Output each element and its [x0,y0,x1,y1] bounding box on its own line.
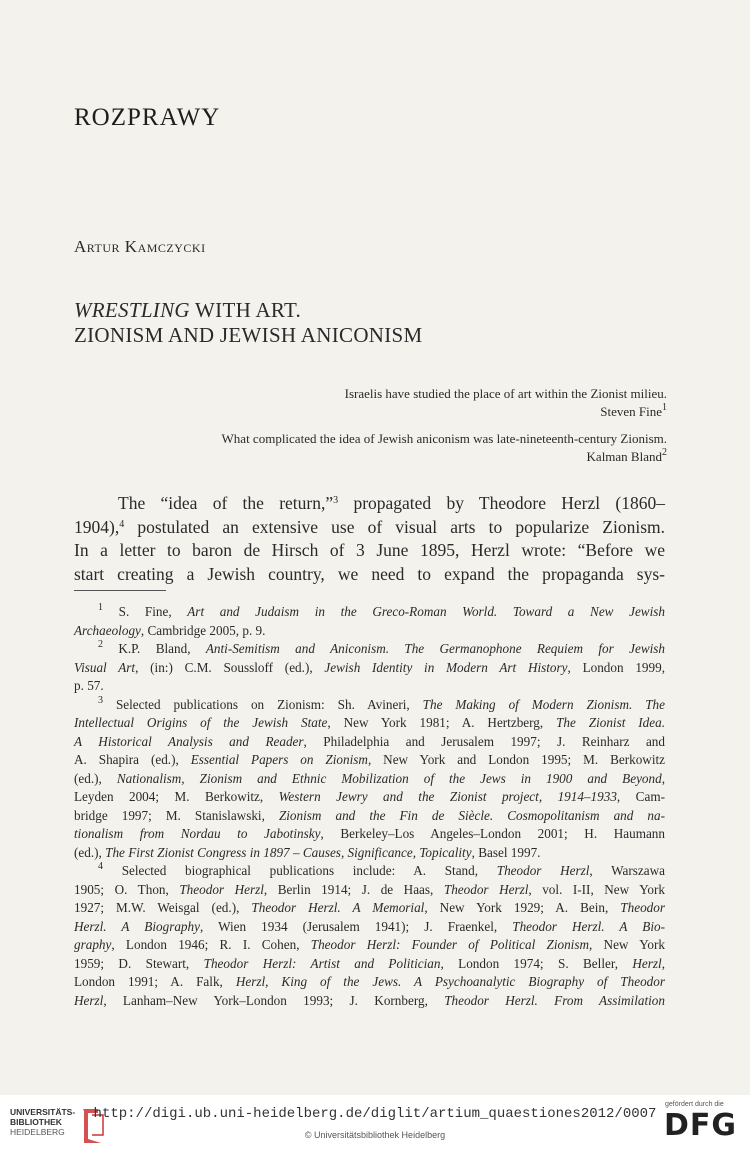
body-line: start creating a Jewish country, we need to expand the propaganda sys- [74,563,665,584]
epigraph-quote: Israelis have studied the place of art within the Zionist milieu. [344,386,667,401]
footnote-ref[interactable]: 3 [333,495,339,506]
section-heading: ROZPRAWY [74,104,221,131]
title-italic: WRESTLING [74,298,190,322]
permalink-url[interactable]: http://digi.ub.uni-heidelberg.de/diglit/artium_quaestiones2012/0007 [93,1106,657,1122]
title-line1-rest: WITH ART. [189,298,302,322]
footnote-divider [74,590,166,591]
body-line: The “idea of the return,”$^3$ propagated by Theodore Herzl (1860– [118,493,665,513]
footnote-3: $^3$ Selected publications on Zionism: Sh. Avineri, The Making of Modern Zionism. The Intellectual Origins of the Jewish State, New York 1981; A. Hertzberg, The Zionist Idea. A Historical Analysis and Reader, Philadelphia and Jerusalem 1997; J. Reinharz and A. Shapira (ed.), Essential Papers on Zionism, New York and London 1995; M. Berkowitz (ed.), Nationalism, Zionism and Ethnic Mobilization of the Jews in 1900 and Beyond, Leyden 2004; M. Berkowitz, Western Jewry and the Zionist project, 1914–1933, Cam- bridge 1997; M. Stanislawski, Zionism and the Fin de Siècle. Cosmopolitanism and na- tionalism from Nordau to Jabotinsky, Berkeley–Los Angeles–London 2001; H. Haumann (ed.), The First Zionist Congress in 1897 – Causes, Significance, Topicality, Basel 1997. [74,694,665,860]
footnote-ref[interactable]: 2 [662,447,667,458]
epigraph-source: Kalman Bland [586,449,662,464]
epigraph-2 [222,430,667,466]
funding-label: gefördert durch die [665,1101,724,1108]
body-line: In a letter to baron de Hirsch of 3 June 1895, Herzl wrote: “Before we [74,540,665,560]
footnote-ref[interactable]: 4 [119,518,125,530]
epigraph-quote: What complicated the idea of Jewish aniconism was late-nineteenth-century Zionism. [221,431,667,446]
footnote-1: $^1$ S. Fine, Art and Judaism in the Greco-Roman World. Toward a New Jewish Archaeology, Cambridge 2005, p. 9. [74,602,665,638]
footnote-4: $^4$ Selected biographical publications include: A. Stand, Theodor Herzl, Warszawa 1905; O. Thon, Theodor Herzl, Berlin 1914; J. de Haas, Theodor Herzl, vol. I-II, New York 1927; M.W. Weisgal (ed.), Theodor Herzl. A Memorial, New York 1929; A. Bein, Theodor Herzl. A Biography, Wien 1934 (Jerusalem 1941); J. Fraenkel, Theodor Herzl. A Bio- graphy, London 1946; R. I. Cohen, Theodor Herzl: Founder of Political Zionism, New York 1959; D. Stewart, Theodor Herzl: Artist and Politician, London 1974; S. Beller, Herzl, London 1991; A. Falk, Herzl, King of the Jews. A Psychoanalytic Biography of Theodor Herzl, Lanham–New York–London 1993; J. Kornberg, Theodor Herzl. From Assimilation [74,861,666,1008]
library-name: UNIVERSITÄTS- BIBLIOTHEK HEIDELBERG [10,1107,76,1137]
footnote-2: $^2$ K.P. Bland, Anti-Semitism and Aniconism. The Germanophone Requiem for Jewish Visual Art, (in:) C.M. Soussloff (ed.), Jewish Identity in Modern Art History, London 1999, p. 57. [74,639,666,693]
title-line2: ZIONISM AND JEWISH ANICONISM [74,323,423,347]
author-name: Artur Kamczycki [74,237,206,256]
dfg-logo[interactable]: DFG [664,1108,738,1143]
body-line: 1904),$^4$ postulated an extensive use of visual arts to popularize Zionism. [74,516,665,537]
footnote-ref[interactable]: 1 [662,402,667,413]
copyright-notice: © Universitätsbibliothek Heidelberg [304,1130,446,1140]
epigraph-1 [345,385,667,421]
body-paragraph [74,492,665,586]
footnotes [74,603,665,1010]
viewer-footer [0,1095,750,1149]
article-title [74,298,423,348]
epigraph-source: Steven Fine [600,404,662,419]
